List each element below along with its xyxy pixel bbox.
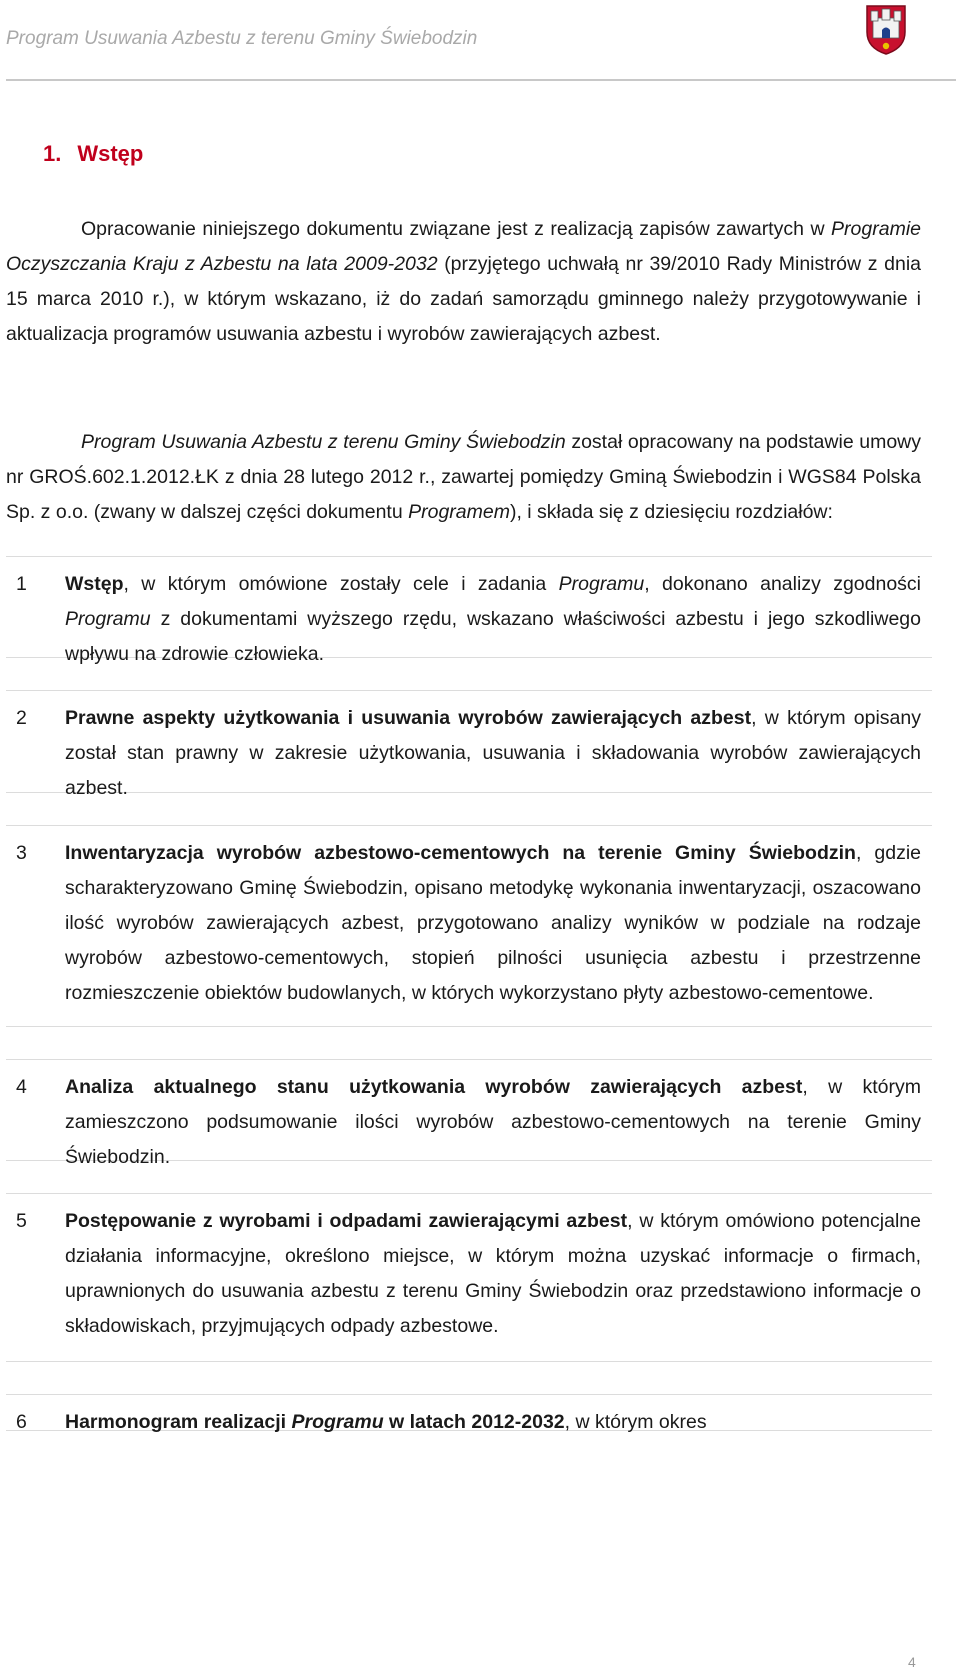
chapter-number: 5 xyxy=(16,1210,27,1232)
chapter-number: 4 xyxy=(16,1076,27,1098)
chapter-number: 2 xyxy=(16,707,27,729)
chapter-description xyxy=(65,701,921,806)
chapter-text: , w którym omówione zostały cele i zadania xyxy=(123,573,559,595)
chapter-description xyxy=(65,836,921,1011)
chapter-text: z dokumentami wyższego rzędu, wskazano właściwości azbestu i jego szkodliwego wpływu na zdrowie człowieka. xyxy=(65,608,921,665)
header-title: Program Usuwania Azbestu z terenu Gminy Świebodzin xyxy=(6,28,478,49)
chapter-text: , w którym zamieszczono podsumowanie ilości wyrobów azbestowo-cementowych na terenie Gminy Świebodzin. xyxy=(65,1076,921,1168)
chapter-term: Programu xyxy=(291,1411,384,1433)
paragraph-text: został opracowany na podstawie umowy nr GROŚ.602.1.2012.ŁK z dnia 28 lutego 2012 r., zawartej pomiędzy Gminą Świebodzin i WGS84 Polska Sp. z o.o. (zwany w dalszej części dokumentu xyxy=(6,431,922,523)
paragraph-text: Opracowanie niniejszego dokumentu związane jest z realizacją zapisów zawartych w xyxy=(81,218,832,240)
chapter-description xyxy=(65,1405,921,1440)
chapter-description xyxy=(65,1204,921,1344)
chapter-item xyxy=(6,1394,932,1431)
program-description-paragraph xyxy=(6,425,921,530)
chapter-item xyxy=(6,825,932,1027)
chapter-item xyxy=(6,690,932,799)
chapter-text: , gdzie scharakteryzowano Gminę Świebodzin, opisano metodykę wykonania inwentaryzacji, oszacowano ilość wyrobów zawierających azbest, przygotowano analizy wyników w podziale na rodzaje wyrobów azbestowo-cementowych, stopień pilności usunięcia azbestu i przestrzenne rozmieszczenie obiektów budowlanych, w których wykorzystano płyty azbestowo-cementowe. xyxy=(65,842,921,1004)
chapter-text: , dokonano analizy zgodności xyxy=(644,573,922,595)
chapter-description xyxy=(65,567,921,672)
program-title-italic: Programie Oczyszczania Kraju z Azbestu na lata 2009-2032 xyxy=(6,218,921,275)
chapter-item xyxy=(6,1059,932,1168)
page-number: 4 xyxy=(908,1654,916,1670)
chapter-text: , w którym okres xyxy=(564,1411,707,1433)
chapter-text: , w którym opisany został stan prawny w zakresie użytkowania, usuwania i składowania wyrobów zawierających azbest. xyxy=(65,707,921,799)
program-term-italic: Programem xyxy=(408,501,510,523)
chapter-number: 3 xyxy=(16,842,27,864)
coat-of-arms-icon xyxy=(864,2,908,56)
chapter-item xyxy=(6,1193,932,1362)
chapter-title: Harmonogram realizacji xyxy=(65,1411,292,1433)
chapter-title: Postępowanie z wyrobami i odpadami zawierającymi azbest xyxy=(65,1210,628,1232)
chapter-term: Programu xyxy=(558,573,645,595)
section-title: Wstęp xyxy=(77,141,144,166)
chapter-description xyxy=(65,1070,921,1175)
paragraph-text: (przyjętego uchwałą nr 39/2010 Rady Ministrów z dnia 15 marca 2010 r.), w którym wskazano, iż do zadań samorządu gminnego należy przygotowywanie i aktualizacja programów usuwania azbestu i wyrobów zawierających azbest. xyxy=(6,253,922,345)
page-header xyxy=(6,0,956,81)
program-title-italic: Program Usuwania Azbestu z terenu Gminy Świebodzin xyxy=(81,431,566,453)
chapter-term: Programu xyxy=(65,608,151,630)
section-heading xyxy=(43,141,143,167)
chapter-number: 6 xyxy=(16,1411,27,1433)
chapter-title: Wstęp xyxy=(65,573,124,595)
chapter-title: Analiza aktualnego stanu użytkowania wyrobów zawierających azbest xyxy=(65,1076,803,1098)
chapter-title: Inwentaryzacja wyrobów azbestowo-cementowych na terenie Gminy Świebodzin xyxy=(65,842,856,864)
chapter-title: Prawne aspekty użytkowania i usuwania wyrobów zawierających azbest xyxy=(65,707,752,729)
chapter-item xyxy=(6,556,932,665)
chapter-title: w latach 2012-2032 xyxy=(383,1411,565,1433)
paragraph-text: ), i składa się z dziesięciu rozdziałów: xyxy=(509,501,833,523)
intro-paragraph xyxy=(6,212,921,352)
section-number: 1. xyxy=(43,141,62,166)
chapter-text: , w którym omówiono potencjalne działania informacyjne, określono miejsce, w którym można uzyskać informacje o firmach, uprawnionych do usuwania azbestu z terenu Gminy Świebodzin oraz przedstawiono informacje o składowiskach, przyjmujących odpady azbestowe. xyxy=(65,1210,921,1337)
chapter-number: 1 xyxy=(16,573,27,595)
